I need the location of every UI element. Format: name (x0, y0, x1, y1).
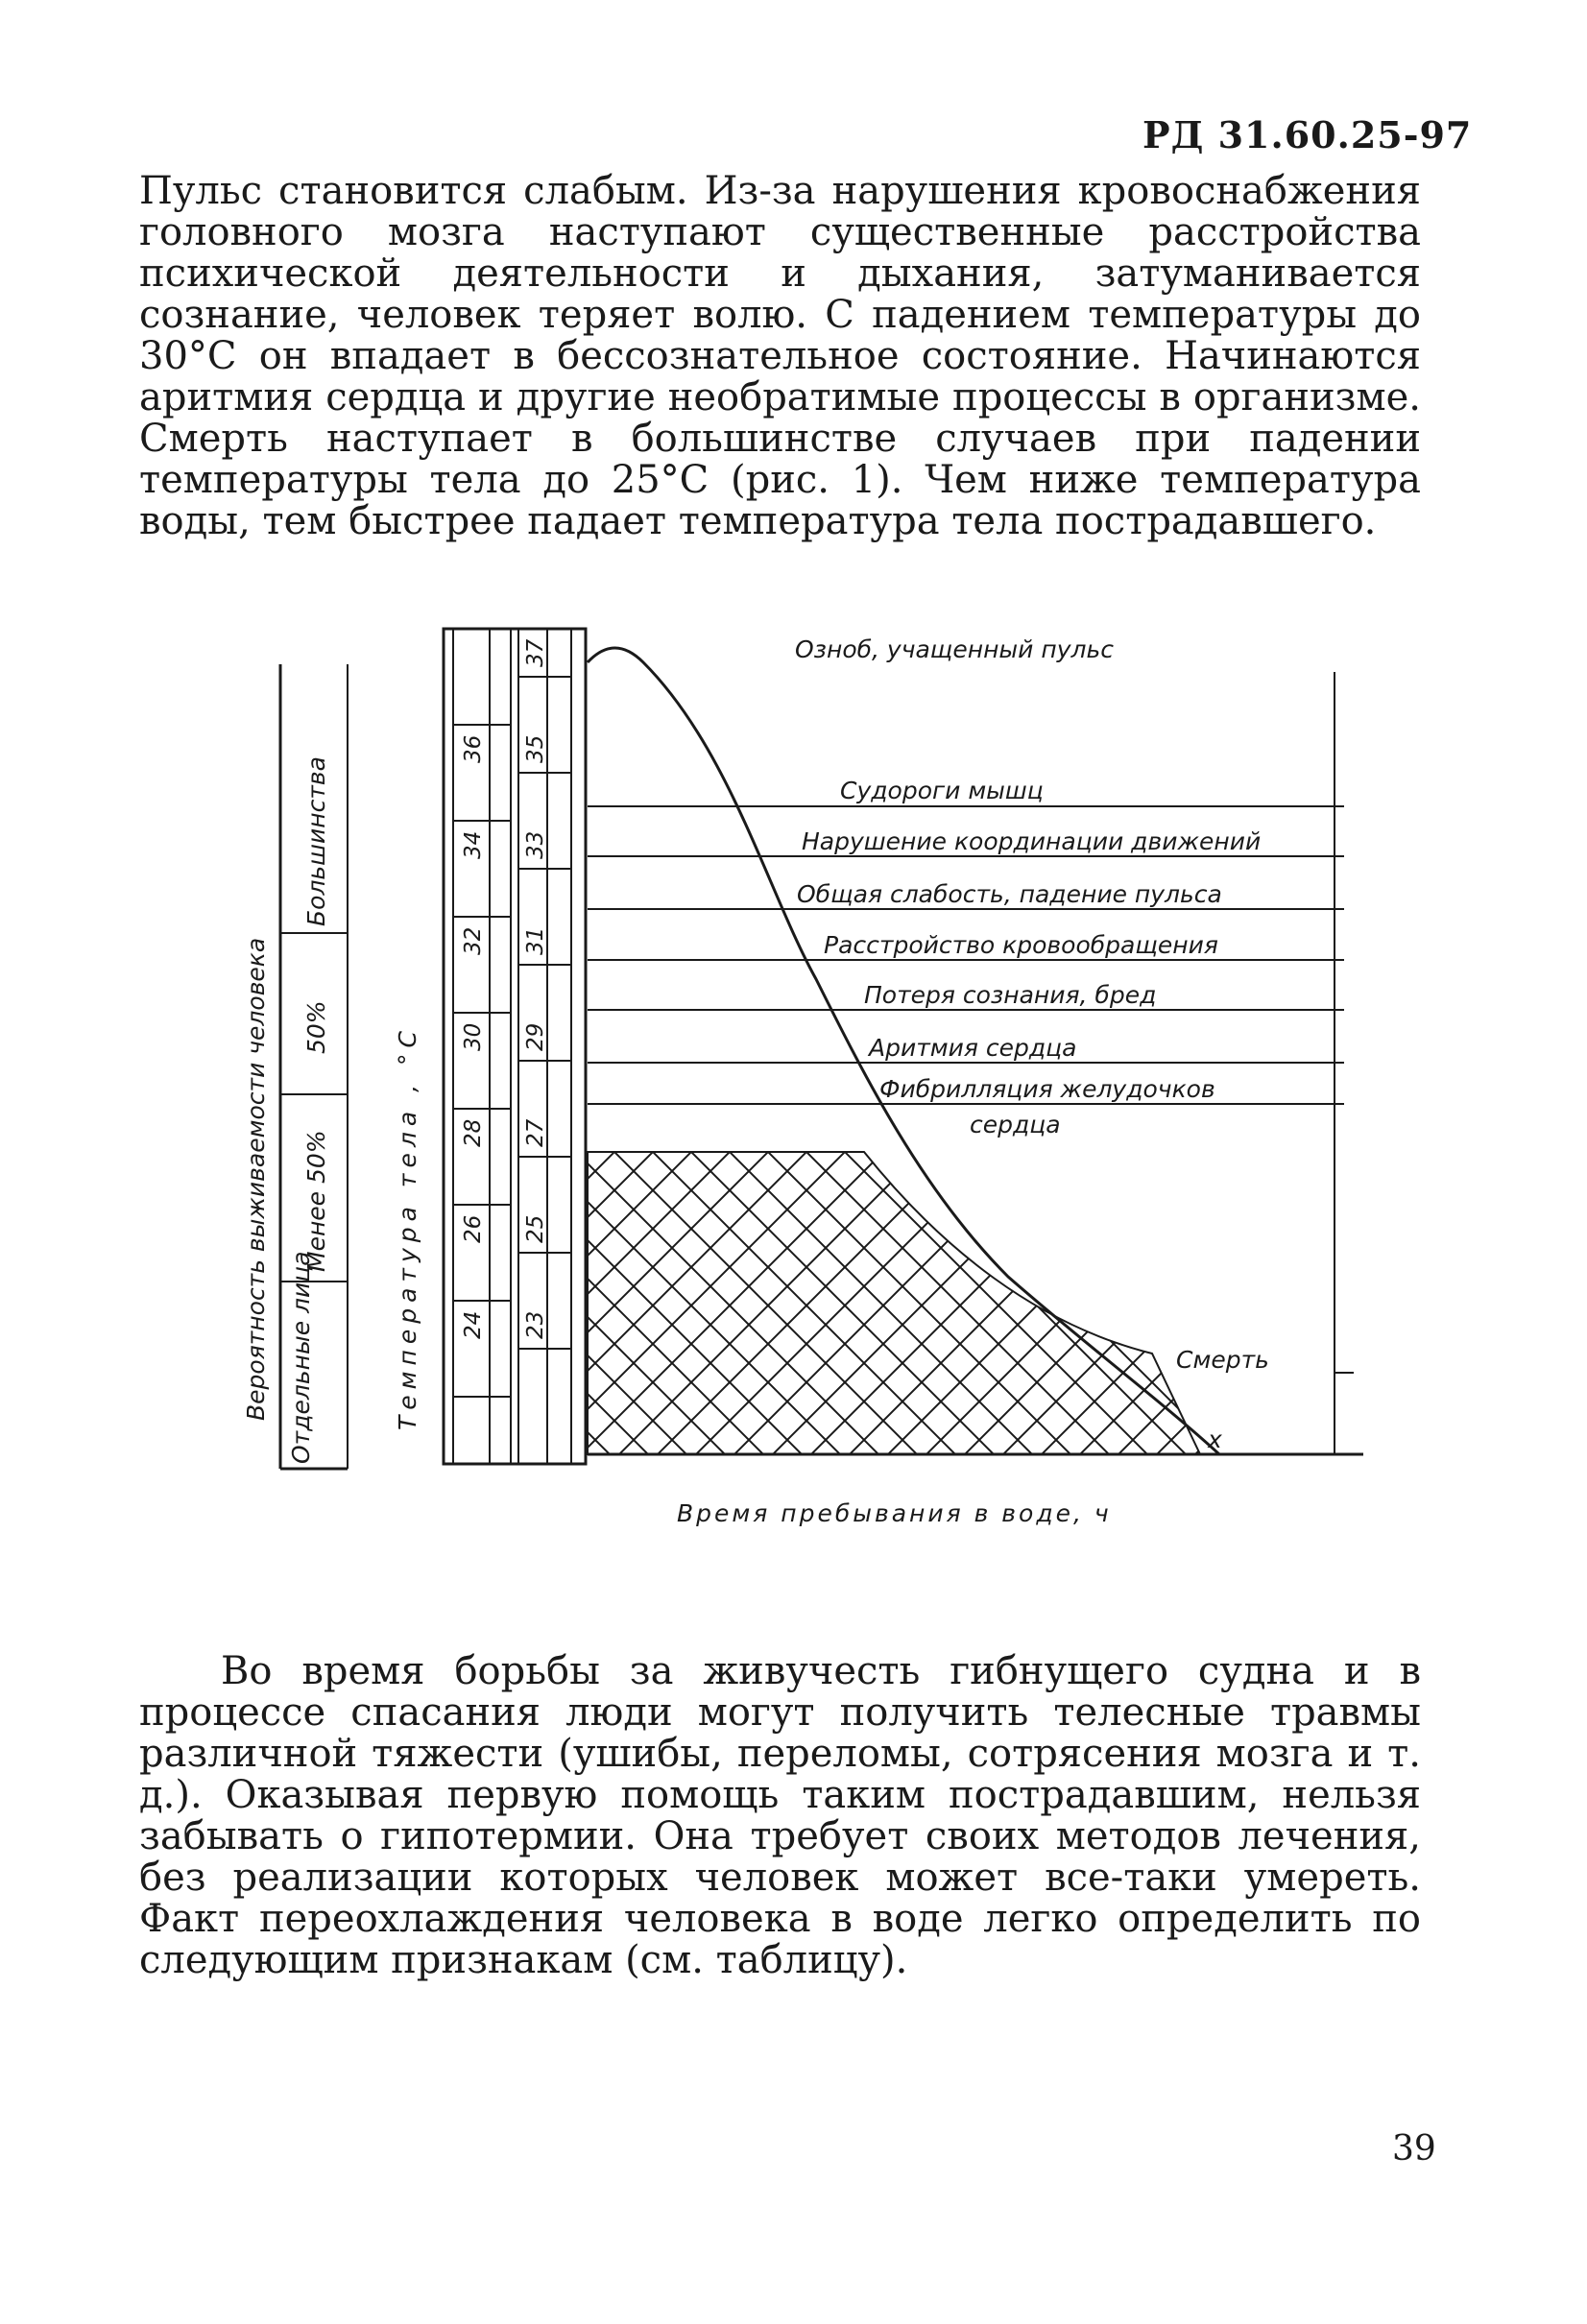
band-less-50: Менее 50% (302, 1130, 330, 1272)
temperature-axis-title: Температура тела , °С (394, 1025, 421, 1430)
tick-25: 25 (523, 1214, 548, 1243)
symptom-arrhythmia: Аритмия сердца (869, 1034, 1077, 1062)
tick-31: 31 (523, 926, 548, 955)
paragraph-main: Во время борьбы за живучесть гибнущего судна и в процессе спасания люди могут получить телесные травмы различной тяжести (ушибы, переломы, сотрясения мозга и т. д.). Оказывая первую помощь таким пострадавшим, нельзя забывать о гипотермии. Она требует своих методов лечения, без реализации которых человек может все-таки умереть. Факт переохлаждения человека в воде легко определить по следующим признакам (см. таблицу). (139, 1649, 1421, 1982)
paragraph-intro: Пульс становится слабым. Из-за нарушения кровоснабжения головного мозга наступают существенные расстройства психической деятельности и дыхания, затуманивается сознание, человек теряет волю. С падением температуры до 30°С он впадает в бессознательное состояние. Начинаются аритмия сердца и другие необратимые процессы в организме. Смерть наступает в большинстве случаев при падении температуры тела до 25°С (рис. 1). Чем ниже температура воды, тем быстрее падает температура тела пострадавшего. (139, 169, 1421, 543)
figure-hypothermia (0, 576, 1587, 1555)
survival-column (242, 664, 348, 1469)
tick-24: 24 (461, 1310, 486, 1339)
band-most: Большинства (302, 756, 330, 926)
symptom-fibrillation-cont: сердца (970, 1111, 1061, 1138)
symptom-chills: Озноб, учащенный пульс (795, 635, 1114, 663)
tick-30: 30 (461, 1022, 486, 1051)
curve-end-mark: x (1208, 1426, 1222, 1453)
hypothermia-diagram (0, 576, 1587, 1555)
symptom-unconscious: Потеря сознания, бред (864, 981, 1157, 1009)
death-zone (588, 1152, 1200, 1454)
tick-35: 35 (523, 734, 548, 763)
tick-27: 27 (523, 1118, 548, 1147)
tick-23: 23 (523, 1310, 548, 1339)
symptom-cramps: Судороги мышц (840, 777, 1044, 804)
document-code: РД 31.60.25-97 (1142, 113, 1473, 156)
page-number: 39 (1392, 2129, 1436, 2168)
tick-34: 34 (461, 830, 486, 859)
thermometer-scale (444, 629, 586, 1464)
tick-37: 37 (523, 638, 548, 667)
symptom-fibrillation: Фибрилляция желудочков (879, 1075, 1215, 1103)
tick-26: 26 (461, 1214, 486, 1243)
survival-axis-title: Вероятность выживаемости человека (242, 937, 270, 1421)
symptom-weakness: Общая слабость, падение пульса (797, 880, 1222, 908)
tick-28: 28 (461, 1118, 486, 1147)
x-axis-label: Время пребывания в воде, ч (677, 1499, 1112, 1527)
band-individuals: Отдельные лица (287, 1251, 315, 1464)
death-label: Смерть (1176, 1346, 1269, 1374)
tick-32: 32 (461, 926, 486, 955)
tick-33: 33 (523, 830, 548, 859)
symptom-coordination: Нарушение координации движений (802, 827, 1262, 855)
band-50: 50% (302, 1000, 330, 1054)
symptom-circulation: Расстройство кровообращения (824, 931, 1218, 959)
tick-36: 36 (461, 734, 486, 763)
tick-29: 29 (523, 1022, 548, 1051)
